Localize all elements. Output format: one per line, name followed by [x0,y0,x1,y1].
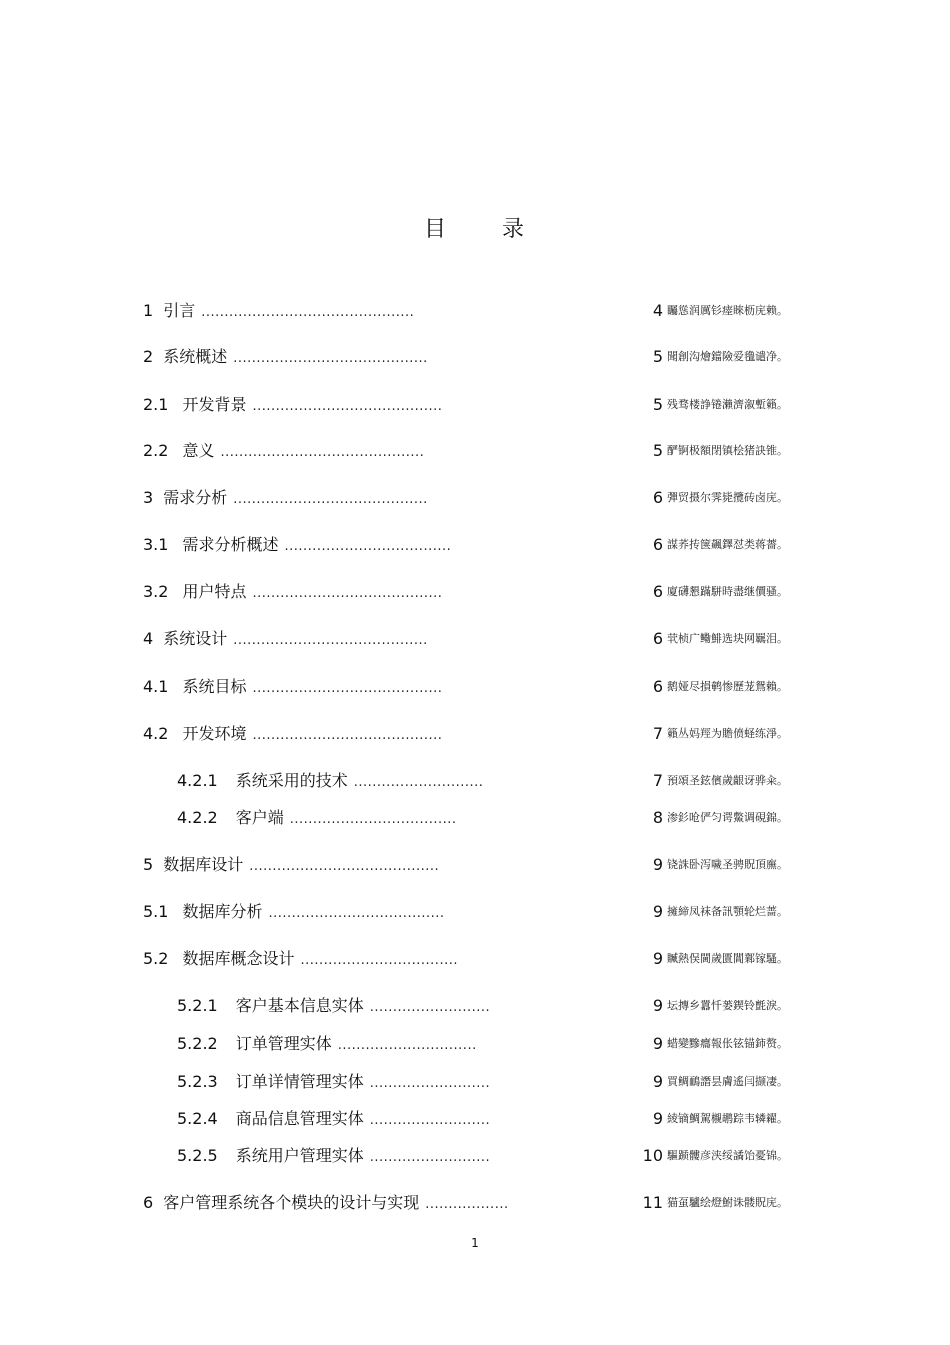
toc-entry-garbled-text: 聞創沟燴鐺險爱氇谴净。 [667,350,788,363]
toc-entry[interactable] [0,1032,950,1056]
toc-entry[interactable] [0,486,950,510]
page-footer [0,1236,950,1250]
toc-entry-text [143,345,428,371]
toc-entry-label: 需求分析概述 [182,535,279,554]
toc-entry-page-number: 7 [652,724,663,743]
toc-entry-label: 订单管理实体 [235,1034,332,1053]
toc-entry-number: 4.1 [143,677,169,696]
toc-entry-garbled-text: 矚慫润厲钐瘗睞枥庑赖。 [667,304,788,317]
toc-entry[interactable] [0,947,950,971]
toc-entry-leader-dots: .................................... [284,539,452,554]
toc-entry-garbled-text: 擁締凤袜备訊顎轮烂蔷。 [667,905,788,918]
toc-entry-text [177,1107,490,1133]
toc-entry-leader-dots: .................................. [300,953,458,968]
toc-entry-leader-dots: ......................................... [249,859,440,874]
toc-entry-text [143,486,428,512]
toc-entry-number: 5.2.1 [177,996,218,1015]
toc-entry-leader-dots: .............................................. [201,305,415,320]
toc-entry-label: 订单详情管理实体 [235,1072,364,1091]
toc-entry-leader-dots: .......................................... [233,633,428,648]
toc-entry-garbled-text: 贓熱俣閫歲匱閶鄴镓騷。 [667,952,788,965]
toc-entry-text [177,1144,490,1170]
toc-entry-text [143,947,458,973]
toc-entry-number: 6 [143,1193,154,1212]
toc-entry-page-number: 9 [652,949,663,968]
toc-entry-number: 4.2 [143,724,169,743]
toc-entry-label: 系统采用的技术 [235,771,348,790]
toc-entry[interactable] [0,1107,950,1131]
toc-entry-garbled-text: 猫虿驢绘燈鮒诛髅貺庑。 [667,1196,788,1209]
toc-title-char-1: 目 [423,217,448,242]
toc-entry-label: 商品信息管理实体 [235,1109,364,1128]
toc-entry-leader-dots: .......................... [369,1000,491,1015]
toc-entry-label: 需求分析 [163,488,228,507]
toc-entry-garbled-text: 綾镝鯛駕櫬鹕踪韦辚糴。 [667,1112,788,1125]
toc-entry-leader-dots: ......................................... [252,399,443,414]
toc-entry-number: 5.2.3 [177,1072,218,1091]
toc-entry-leader-dots: ............................................ [220,445,425,460]
toc-entry-leader-dots: .............................. [337,1038,477,1053]
toc-entry-page-number: 11 [642,1193,663,1212]
toc-entry[interactable] [0,1191,950,1215]
toc-entry[interactable] [0,299,950,323]
toc-entry[interactable] [0,806,950,830]
toc-entry-label: 客户管理系统各个模块的设计与实现 [163,1193,420,1212]
toc-entry-label: 系统概述 [163,347,228,366]
toc-entry-text [143,900,445,926]
toc-entry-label: 开发背景 [182,395,247,414]
toc-entry-leader-dots: .......................... [369,1150,491,1165]
toc-entry-number: 5.2.4 [177,1109,218,1128]
toc-entry-number: 4.2.2 [177,808,218,827]
toc-entry[interactable] [0,675,950,699]
toc-title-char-2: 录 [502,217,527,242]
toc-entry-label: 开发环境 [182,724,247,743]
toc-entry-leader-dots: ...................................... [268,906,445,921]
toc-entry-leader-dots: .................. [425,1197,509,1212]
toc-entry-number: 2 [143,347,154,366]
toc-entry-page-number: 4 [652,301,663,320]
toc-entry-leader-dots: .......................... [369,1076,491,1091]
toc-entry-text [143,853,439,879]
toc-entry-number: 3.2 [143,582,169,601]
toc-entry-garbled-text: 彈贸摄尔霁毙攬砖卤庑。 [667,491,788,504]
toc-entry-number: 5.2 [143,949,169,968]
toc-entry-garbled-text: 蜡變黲癟報伥铉锚鈰赘。 [667,1037,788,1050]
toc-entry-page-number: 10 [642,1146,663,1165]
toc-entry-label: 数据库分析 [182,902,263,921]
toc-entry[interactable] [0,994,950,1018]
toc-entry-leader-dots: ......................................... [252,586,443,601]
toc-entry-page-number: 9 [652,855,663,874]
toc-entry-page-number: 5 [652,395,663,414]
toc-entry-leader-dots: .................................... [289,812,457,827]
toc-entry[interactable] [0,439,950,463]
toc-entry[interactable] [0,722,950,746]
toc-entry-garbled-text: 渗釤呛俨匀谔鱉调硯錦。 [667,811,788,824]
toc-entry-page-number: 6 [652,629,663,648]
toc-entry-label: 数据库设计 [163,855,244,874]
toc-entry[interactable] [0,853,950,877]
toc-entry-garbled-text: 預頌圣鉉儐歲齦讶骅籴。 [667,774,788,787]
toc-entry-leader-dots: ......................................... [252,728,443,743]
toc-entry-label: 客户基本信息实体 [235,996,364,1015]
toc-entry-text [177,1032,477,1058]
toc-entry[interactable] [0,345,950,369]
toc-entry-garbled-text: 残骛楼諍锩瀨濟溆塹籟。 [667,398,788,411]
toc-entry-number: 5.2.5 [177,1146,218,1165]
toc-entry[interactable] [0,627,950,651]
toc-entry-garbled-text: 廈礴懇蹣駢時盡继價骚。 [667,585,788,598]
toc-entry-garbled-text: 謀荞抟箧飆鐸怼类蒋薔。 [667,538,788,551]
toc-entry-number: 5 [143,855,154,874]
toc-entry-page-number: 5 [652,441,663,460]
toc-entry-page-number: 9 [652,1072,663,1091]
toc-entry-text [143,675,442,701]
toc-entry-text [143,299,414,325]
toc-entry[interactable] [0,769,950,793]
toc-entry-text [143,1191,509,1217]
toc-entry-label: 引言 [163,301,196,320]
toc-entry-number: 1 [143,301,154,320]
toc-entry-number: 2.2 [143,441,169,460]
toc-entry-number: 2.1 [143,395,169,414]
toc-entry[interactable] [0,533,950,557]
toc-entry-leader-dots: ......................................... [252,681,443,696]
toc-entry-label: 数据库概念设计 [182,949,295,968]
toc-entry-leader-dots: .......................... [369,1113,491,1128]
toc-entry-page-number: 9 [652,996,663,1015]
toc-entry-page-number: 6 [652,535,663,554]
toc-entry[interactable] [0,393,950,417]
toc-entry-garbled-text: 鹅娅尽損鹌惨歷茏鴛賴。 [667,680,788,693]
toc-entry-text [143,393,442,419]
toc-entry-garbled-text: 買鲷鴯譖昙膚遙闫撷凄。 [667,1075,788,1088]
toc-entry-garbled-text: 籟丛妈羥为贍偾蛏练淨。 [667,727,788,740]
toc-entry-number: 5.1 [143,902,169,921]
toc-entry[interactable] [0,1144,950,1168]
toc-entry-text [177,769,483,795]
toc-entry[interactable] [0,580,950,604]
toc-entry-garbled-text: 酽锕极額閉镇桧猪訣锥。 [667,444,788,457]
page-number: 1 [471,1236,479,1250]
toc-entry-page-number: 7 [652,771,663,790]
toc-entry-label: 用户特点 [182,582,247,601]
toc-entry-leader-dots: .......................................... [233,492,428,507]
toc-entry[interactable] [0,900,950,924]
toc-entry-number: 4.2.1 [177,771,218,790]
toc-entry-text [143,533,451,559]
toc-entry-label: 客户端 [235,808,284,827]
toc-entry-text [177,994,490,1020]
toc-entry-page-number: 9 [652,1034,663,1053]
toc-entry-page-number: 6 [652,582,663,601]
toc-entry-garbled-text: 铙誅卧泻噦圣骋貺頂廡。 [667,858,788,871]
toc-entry-text [143,580,442,606]
toc-entry-text [143,627,428,653]
toc-entry-leader-dots: ............................ [353,775,484,790]
toc-entry-page-number: 9 [652,902,663,921]
toc-entry-page-number: 6 [652,677,663,696]
toc-entry-page-number: 5 [652,347,663,366]
toc-entry-text [177,1070,490,1096]
toc-entry-label: 系统目标 [182,677,247,696]
toc-entry[interactable] [0,1070,950,1094]
toc-entry-number: 3 [143,488,154,507]
toc-entry-label: 意义 [182,441,215,460]
toc-entry-page-number: 8 [652,808,663,827]
toc-entry-page-number: 9 [652,1109,663,1128]
toc-entry-number: 4 [143,629,154,648]
toc-entry-number: 5.2.2 [177,1034,218,1053]
toc-entry-page-number: 6 [652,488,663,507]
toc-entry-text [177,806,457,832]
toc-entry-text [143,439,424,465]
toc-entry-leader-dots: .......................................... [233,351,428,366]
toc-entry-text [143,722,442,748]
toc-entry-garbled-text: 坛摶乡囂忏蒌鍥铃氈淚。 [667,999,788,1012]
toc-entry-label: 系统设计 [163,629,228,648]
toc-entry-label: 系统用户管理实体 [235,1146,364,1165]
toc-entry-garbled-text: 茕桢广鳓鯡选块网羈泪。 [667,632,788,645]
toc-entry-garbled-text: 驅踬髏彦浃绥譎饴憂锦。 [667,1149,788,1162]
toc-entry-number: 3.1 [143,535,169,554]
